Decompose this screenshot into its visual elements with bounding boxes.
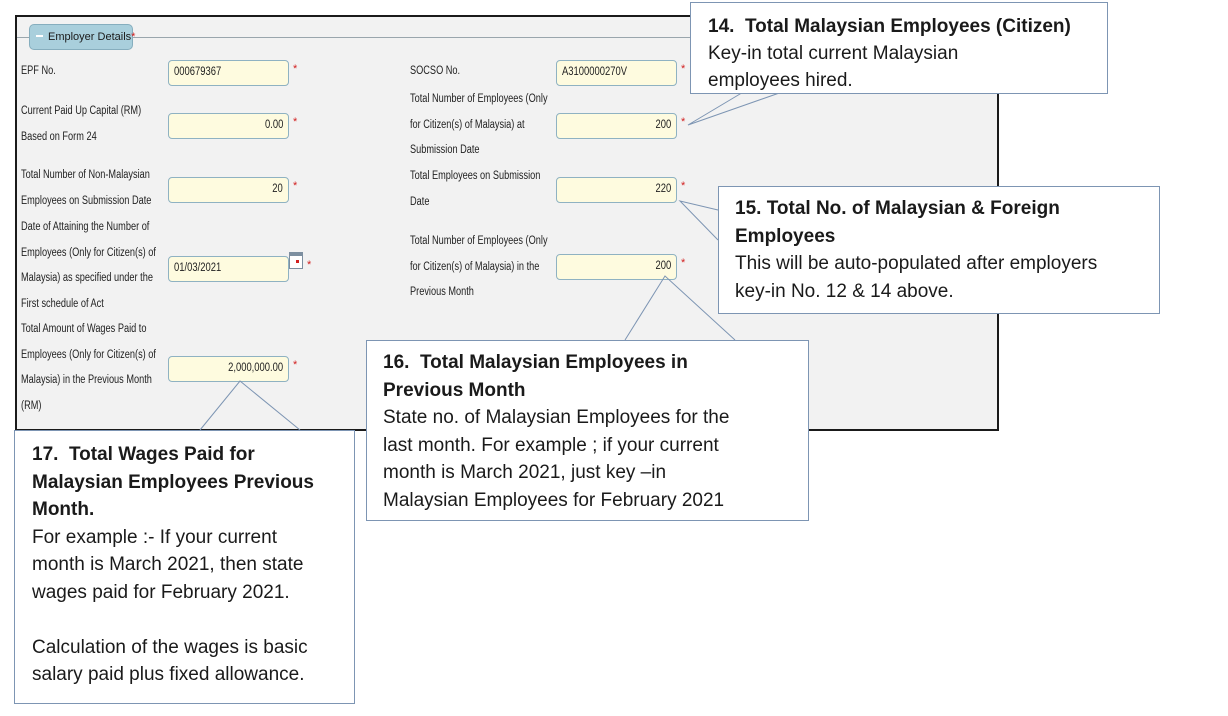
previous-month-citizen-label: Total Number of Employees (Only for Citizen(s) of Malaysia) in the Previous Month bbox=[410, 235, 548, 298]
callout-17-spacer bbox=[32, 606, 354, 634]
citizen-employees-required: * bbox=[681, 116, 686, 128]
callout-17-title-line: 17. Total Wages Paid for bbox=[32, 444, 255, 465]
callout-17 bbox=[14, 430, 355, 704]
epf-label: EPF No. bbox=[21, 65, 56, 77]
total-employees-input[interactable]: 220 bbox=[556, 177, 677, 203]
callout-16-body-line: Malaysian Employees for February 2021 bbox=[383, 489, 725, 511]
non-malaysian-label: Total Number of Non-Malaysian Employees on Submission Date bbox=[21, 169, 152, 207]
total-employees-label: Total Employees on Submission Date bbox=[410, 170, 541, 208]
required-marker: * bbox=[131, 31, 136, 43]
callout-14-title: 14. Total Malaysian Employees (Citizen) bbox=[708, 16, 1071, 37]
epf-required: * bbox=[293, 63, 298, 75]
callout-14-body-line: employees hired. bbox=[708, 70, 853, 91]
callout-17-body-line: month is March 2021, then state bbox=[32, 554, 304, 575]
callout-16-body-line: last month. For example ; if your current bbox=[383, 434, 719, 456]
date-attaining-required: * bbox=[307, 259, 312, 271]
date-attaining-label: Date of Attaining the Number of Employees (Only for Citizen(s) of Malaysia) as specified under the First schedule of Act bbox=[21, 221, 156, 310]
non-malaysian-required: * bbox=[293, 180, 298, 192]
paid-up-capital-input[interactable]: 0.00 bbox=[168, 113, 289, 139]
callout-14-body-line: Key-in total current Malaysian bbox=[708, 43, 959, 64]
callout-16-body-line: State no. of Malaysian Employees for the bbox=[383, 407, 730, 428]
callout-15-title-line: Employees bbox=[735, 225, 836, 247]
callout-17-body-line: salary paid plus fixed allowance. bbox=[32, 664, 305, 685]
callout-16 bbox=[366, 340, 809, 521]
callout-15 bbox=[718, 186, 1160, 314]
callout-15-body-line: key-in No. 12 & 14 above. bbox=[735, 280, 954, 302]
citizen-employees-input[interactable]: 200 bbox=[556, 113, 677, 139]
socso-input[interactable]: A3100000270V bbox=[556, 60, 677, 86]
callout-17-body-line: wages paid for February 2021. bbox=[32, 581, 290, 603]
paid-up-capital-label: Current Paid Up Capital (RM) Based on Form 24 bbox=[21, 105, 142, 143]
callout-14 bbox=[690, 2, 1108, 94]
callout-17-title-line: Malaysian Employees Previous bbox=[32, 471, 314, 493]
socso-label: SOCSO No. bbox=[410, 65, 461, 77]
callout-17-body-line: For example :- If your current bbox=[32, 526, 277, 548]
pointer-17 bbox=[200, 381, 300, 430]
total-employees-required: * bbox=[681, 180, 686, 192]
wages-previous-month-required: * bbox=[293, 359, 298, 371]
wages-previous-month-input[interactable]: 2,000,000.00 bbox=[168, 356, 289, 382]
non-malaysian-input[interactable]: 20 bbox=[168, 177, 289, 203]
epf-input[interactable]: 000679367 bbox=[168, 60, 289, 86]
previous-month-citizen-required: * bbox=[681, 257, 686, 269]
pointer-14 bbox=[688, 91, 785, 125]
callout-16-title-line: Previous Month bbox=[383, 379, 526, 401]
previous-month-citizen-input[interactable]: 200 bbox=[556, 254, 677, 280]
callout-16-body-line: month is March 2021, just key –in bbox=[383, 462, 667, 483]
callout-17-body-line: Calculation of the wages is basic bbox=[32, 636, 308, 658]
callout-17-title-line: Month. bbox=[32, 499, 95, 520]
callout-15-title-line: 15. Total No. of Malaysian & Foreign bbox=[735, 198, 1060, 219]
callout-15-body-line: This will be auto-populated after employers bbox=[735, 253, 1098, 274]
socso-required: * bbox=[681, 63, 686, 75]
section-title: Employer Details bbox=[48, 31, 132, 43]
date-attaining-input[interactable]: 01/03/2021 bbox=[168, 256, 289, 282]
paid-up-capital-required: * bbox=[293, 116, 298, 128]
wages-previous-month-label: Total Amount of Wages Paid to Employees (Only for Citizen(s) of Malaysia) in the Previous Month (RM) bbox=[21, 323, 156, 412]
callout-16-title-line: 16. Total Malaysian Employees in bbox=[383, 352, 688, 373]
citizen-employees-label: Total Number of Employees (Only for Citizen(s) of Malaysia) at Submission Date bbox=[410, 93, 548, 156]
pointer-15 bbox=[680, 201, 718, 240]
